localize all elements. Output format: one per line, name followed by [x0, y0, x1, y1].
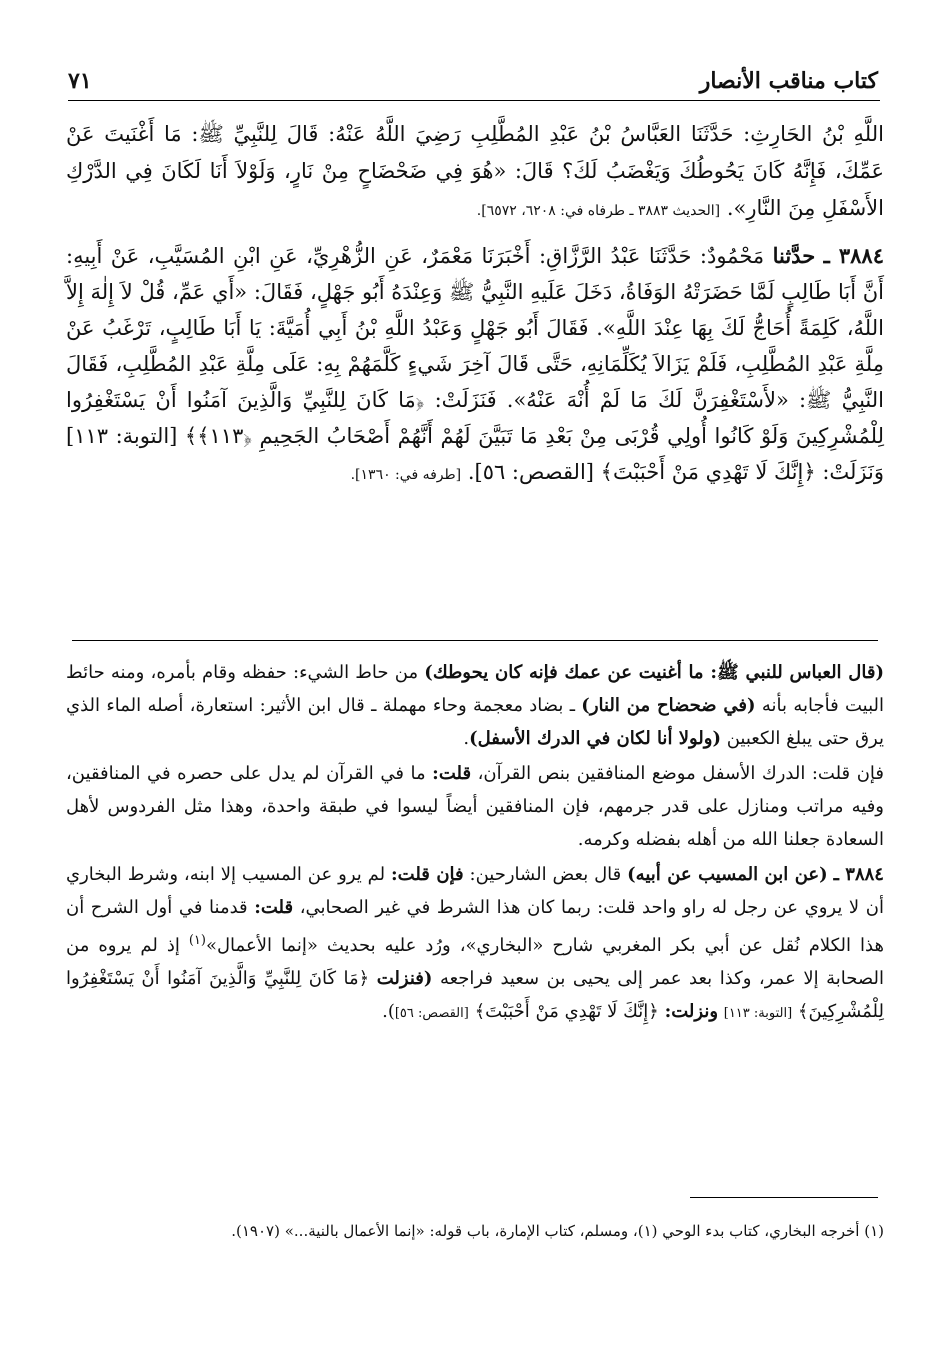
- page-number: ٧١: [68, 68, 92, 94]
- footnote-mark: (١): [864, 1222, 884, 1240]
- commentary-paragraph-1: [66, 656, 884, 755]
- hadith-3884-number: ٣٨٨٤ ـ: [823, 243, 884, 268]
- quran-verse: ﴿مَا كَانَ لِلنَّبِيِّ وَالَّذِينَ آمَنُوا أَنْ يَسْتَغْفِرُوا لِلْمُشْرِكِينَ﴾: [66, 968, 884, 1022]
- footnote-text: أخرجه البخاري، كتاب بدء الوحي (١)، ومسلم، كتاب الإمارة، باب قوله: «إنما الأعمال بالنية...» (١٩٠٧).: [231, 1222, 860, 1240]
- commentary-text: من حاط الشيء: حفظه وقام بأمره، ومنه حائط البيت فأجابه بأنه: [66, 662, 885, 716]
- commentary-lemma: (قال العباس للنبي ﷺ: ما أغنيت عن عمك فإنه كان يحوطك): [424, 662, 884, 683]
- quran-verse: ﴿إِنَّكَ لَا تَهْدِي مَنْ أَحْبَبْتَ﴾: [474, 1001, 659, 1022]
- commentary-lemma: (ولولا أنا لكان في الدرك الأسفل): [469, 728, 721, 749]
- hadith-3883-reference: [الحديث ٣٨٨٣ ـ طرفاه في: ٦٢٠٨، ٦٥٧٢].: [476, 203, 721, 219]
- commentary-lemma: فإن قلت:: [391, 864, 464, 885]
- commentary-lemma: (في ضحضاح من النار): [581, 695, 756, 716]
- commentary-lemma: قلت:: [254, 897, 294, 918]
- hadith-3884-text: مَحْمُودٌ: حَدَّثَنَا عَبْدُ الرَّزَّاقِ: أَخْبَرَنَا مَعْمَرٌ، عَنِ الزُّهْرِيِّ، عَنِ ابْنِ المُسَيَّبِ، عَنْ أَبِيهِ: أَنَّ أَبَا طَالِبٍ لَمَّا حَضَرَتْهُ الوَفَاةُ، دَخَلَ عَلَيهِ النَّبِيُّ ﷺ وَعِنْدَهُ أَبُو جَهْلٍ، فَقَالَ: «أَي عَمِّ، قُلْ لاَ إِلٰهَ إِلاَّ اللَّهُ، كَلِمَةً أُحَاجُّ لَكَ بِهَا عِنْدَ اللَّهِ». فَقَالَ أَبُو جَهْلٍ وَعَبْدُ اللَّهِ بْنُ أَبِي أُمَيَّةَ: يَا أَبَا طَالِبٍ، تَرْغَبُ عَنْ مِلَّةِ عَبْدِ المُطَّلِبِ، فَلَمْ يَزَالاَ يُكَلِّمَانِهِ، حَتَّى قَالَ آخِرَ شَيءٍ كَلَّمَهُمْ بِهِ: عَلَى مِلَّةِ عَبْدِ المُطَّلِبِ، فَقَالَ النَّبِيُّ ﷺ: «لأَسْتَغْفِرَنَّ لَكَ مَا لَمْ أُنْهَ عَنْهُ». فَنَزَلَتْ: ﴿مَا كَانَ لِلنَّبِيِّ وَالَّذِينَ آمَنُوا أَنْ يَسْتَغْفِرُوا لِلْمُشْرِكِينَ وَلَوْ كَانُوا أُولِي قُرْبَى مِنْ بَعْدِ مَا تَبَيَّنَ لَهُمْ أَنَّهُمْ أَصْحَابُ الجَحِيمِ ﴿١١٣﴾﴾ [التوبة: ١١٣] وَنَزَلَتْ: ﴿إِنَّكَ لَا تَهْدِي مَنْ أَحْبَبْتَ﴾ [القصص: ٥٦].: [66, 244, 885, 484]
- hadith-section: [66, 116, 884, 501]
- commentary-lemma: (عن ابن المسيب عن أبيه): [627, 864, 828, 885]
- commentary-hadith-number: ٣٨٨٤ ـ: [833, 864, 884, 885]
- footnote-separator: [690, 1197, 878, 1198]
- commentary-text: .: [463, 728, 470, 749]
- commentary-lemma: ونزلت:: [664, 1001, 719, 1022]
- page-header: [68, 58, 878, 94]
- commentary-text: ـ بضاد معجمة وحاء مهملة ـ قال ابن الأثير: استعارة، أصله الماء الذي يرق حتى يبلغ الكعبين: [66, 695, 884, 749]
- hadith-3883-text: اللَّهِ بْنُ الحَارِثِ: حَدَّثَنَا العَبَّاسُ بْنُ عَبْدِ المُطَّلِبِ رَضِيَ اللَّهُ عَنْهُ: قَالَ لِلنَّبِيِّ ﷺ: مَا أَغْنَيتَ عَنْ عَمِّكَ، فَإِنَّهُ كَانَ يَحُوطُكَ وَيَغْضَبُ لَكَ؟ قَالَ: «هُوَ فِي ضَحْضَاحٍ مِنْ نَارٍ، وَلَوْلاَ أَنَا لَكَانَ فِي الدَّرْكِ الأَسْفَلِ مِنَ النَّارِ».: [66, 122, 884, 220]
- commentary-lemma: (فنزلت: [376, 968, 433, 989]
- footnote-marker[interactable]: (١): [188, 933, 206, 948]
- chapter-title: كتاب مناقب الأنصار: [699, 68, 878, 94]
- hadith-3884-lead: حدَّثنا: [772, 243, 816, 268]
- commentary-text: لم يرو عن المسيب إلا ابنه، وشرط البخاري أن لا يروي عن رجل له راو واحد قلت: ربما كان هذا الشرط في غير الصحابي،: [66, 864, 884, 918]
- verse-reference: [القصص: ٥٦]: [394, 1006, 469, 1021]
- hadith-3883: [66, 116, 884, 230]
- commentary-paragraph-3: [66, 858, 884, 1030]
- commentary-text: قال بعض الشارحين:: [469, 864, 622, 885]
- header-rule: [68, 100, 880, 101]
- commentary-section: [66, 656, 884, 1032]
- commentary-lemma: قلت:: [432, 763, 472, 784]
- commentary-text: إذ لم يروه من الصحابة إلا عمر، وكذا بعد عمر إلى يحيى بن سعيد فراجعه: [66, 935, 884, 989]
- commentary-paragraph-2: [66, 757, 884, 856]
- commentary-text: ما في القرآن لم يدل على حصره في المنافقين، وفيه مراتب ومنازل على قدر جرمهم، فإن المنافقين أيضاً ليسوا في طبقة واحدة، وهذا مثل الفردوس لأهل السعادة جعلنا الله من أهله بفضله وكرمه.: [66, 763, 884, 850]
- commentary-text: قدمنا في أول الشرح أن هذا الكلام نُقل عن أبي بكر المغربي شارح «البخاري»، ورُد عليه بحديث «إنما الأعمال»: [66, 897, 884, 956]
- hadith-3884-reference: [طرفه في: ١٣٦٠].: [350, 467, 462, 483]
- footnote: [66, 1216, 884, 1247]
- section-separator: [72, 640, 878, 641]
- verse-reference: [التوبة: ١١٣]: [723, 1006, 793, 1021]
- commentary-text: ).: [382, 1001, 395, 1022]
- hadith-3884: [66, 238, 884, 493]
- commentary-text: فإن قلت: الدرك الأسفل موضع المنافقين بنص القرآن،: [477, 763, 885, 784]
